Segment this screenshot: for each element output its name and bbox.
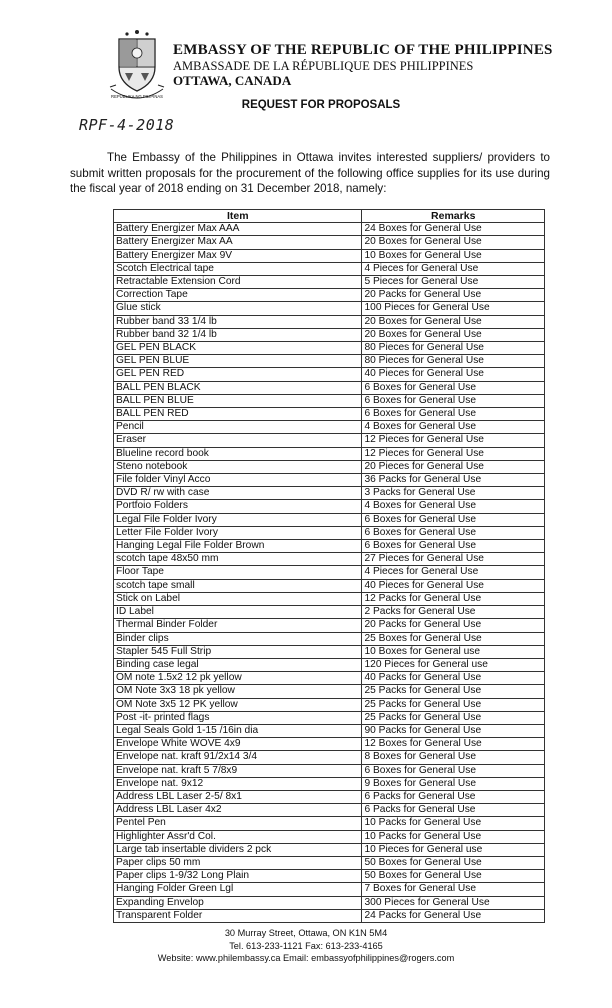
- remarks-cell: 100 Pieces for General Use: [362, 302, 545, 315]
- remarks-cell: 20 Packs for General Use: [362, 289, 545, 302]
- table-body: [114, 223, 545, 923]
- table-row: [114, 790, 545, 803]
- remarks-cell: 6 Boxes for General Use: [362, 394, 545, 407]
- item-cell: Hanging Folder Green Lgl: [114, 883, 362, 896]
- footer-website-email: Website: www.philembassy.ca Email: embassyofphilippines@rogers.com: [157, 953, 455, 963]
- item-cell: BALL PEN RED: [114, 408, 362, 421]
- remarks-cell: 300 Pieces for General Use: [362, 896, 545, 909]
- footer: [0, 927, 612, 965]
- table-row: [114, 276, 545, 289]
- item-cell: Steno notebook: [114, 460, 362, 473]
- remarks-cell: 120 Pieces for General use: [362, 658, 545, 671]
- table-row: [114, 474, 545, 487]
- item-cell: GEL PEN BLACK: [114, 342, 362, 355]
- item-cell: Address LBL Laser 4x2: [114, 804, 362, 817]
- remarks-cell: 4 Pieces for General Use: [362, 262, 545, 275]
- table-row: [114, 249, 545, 262]
- remarks-cell: 6 Packs for General Use: [362, 790, 545, 803]
- table-row: [114, 909, 545, 922]
- item-cell: Floor Tape: [114, 566, 362, 579]
- item-cell: Legal File Folder Ivory: [114, 513, 362, 526]
- remarks-cell: 40 Packs for General Use: [362, 672, 545, 685]
- remarks-cell: 10 Packs for General Use: [362, 817, 545, 830]
- table-row: [114, 566, 545, 579]
- item-cell: Hanging Legal File Folder Brown: [114, 540, 362, 553]
- table-row: [114, 764, 545, 777]
- remarks-cell: 12 Boxes for General Use: [362, 738, 545, 751]
- table-row: [114, 342, 545, 355]
- remarks-cell: 6 Boxes for General Use: [362, 513, 545, 526]
- item-cell: Large tab insertable dividers 2 pck: [114, 843, 362, 856]
- remarks-cell: 80 Pieces for General Use: [362, 342, 545, 355]
- table-row: [114, 408, 545, 421]
- item-cell: Pentel Pen: [114, 817, 362, 830]
- remarks-cell: 6 Boxes for General Use: [362, 381, 545, 394]
- item-cell: Rubber band 33 1/4 lb: [114, 315, 362, 328]
- footer-contact-phone: Tel. 613-233-1121 Fax: 613-233-4165: [229, 940, 383, 951]
- item-cell: Paper clips 1-9/32 Long Plain: [114, 870, 362, 883]
- table-row: [114, 526, 545, 539]
- item-cell: Envelope nat. kraft 5 7/8x9: [114, 764, 362, 777]
- item-cell: Envelope White WOVE 4x9: [114, 738, 362, 751]
- supplies-table: [113, 209, 545, 923]
- table-row: [114, 645, 545, 658]
- table-row: [114, 751, 545, 764]
- embassy-name-french: AMBASSADE DE LA RÉPUBLIQUE DES PHILIPPINES: [173, 59, 474, 73]
- remarks-cell: 24 Boxes for General Use: [362, 223, 545, 236]
- remarks-cell: 20 Pieces for General Use: [362, 460, 545, 473]
- item-cell: Stick on Label: [114, 592, 362, 605]
- remarks-cell: 10 Pieces for General use: [362, 843, 545, 856]
- item-cell: Envelope nat. 9x12: [114, 777, 362, 790]
- document-title: REQUEST FOR PROPOSALS: [241, 99, 401, 111]
- remarks-cell: 20 Boxes for General Use: [362, 328, 545, 341]
- item-cell: Thermal Binder Folder: [114, 619, 362, 632]
- remarks-cell: 4 Boxes for General Use: [362, 500, 545, 513]
- item-cell: OM Note 3x3 18 pk yellow: [114, 685, 362, 698]
- item-cell: Portfoio Folders: [114, 500, 362, 513]
- item-cell: Address LBL Laser 2-5/ 8x1: [114, 790, 362, 803]
- remarks-cell: 10 Boxes for General Use: [362, 249, 545, 262]
- remarks-cell: 20 Boxes for General Use: [362, 315, 545, 328]
- remarks-cell: 12 Pieces for General Use: [362, 447, 545, 460]
- remarks-cell: 24 Packs for General Use: [362, 909, 545, 922]
- table-row: [114, 434, 545, 447]
- embassy-seal-logo: [107, 27, 167, 103]
- handwritten-reference-number: RPF-4-2018: [79, 116, 175, 134]
- item-cell: Eraser: [114, 434, 362, 447]
- intro-text: The Embassy of the Philippines in Ottawa invites interested suppliers/ providers to submit written proposals for the procurement of the following office supplies for its use during the fiscal year of 2018 ending on 31 December 2018, namely:: [70, 151, 550, 195]
- remarks-cell: 27 Pieces for General Use: [362, 553, 545, 566]
- item-cell: Blueline record book: [114, 447, 362, 460]
- remarks-cell: 10 Boxes for General use: [362, 645, 545, 658]
- remarks-cell: 2 Packs for General Use: [362, 606, 545, 619]
- footer-address: 30 Murray Street, Ottawa, ON K1N 5M4: [224, 928, 388, 938]
- table-row: [114, 883, 545, 896]
- item-cell: Rubber band 32 1/4 lb: [114, 328, 362, 341]
- remarks-cell: 6 Boxes for General Use: [362, 526, 545, 539]
- remarks-cell: 40 Pieces for General Use: [362, 368, 545, 381]
- table-row: [114, 381, 545, 394]
- remarks-cell: 20 Packs for General Use: [362, 619, 545, 632]
- item-cell: GEL PEN RED: [114, 368, 362, 381]
- remarks-cell: 12 Packs for General Use: [362, 592, 545, 605]
- item-cell: Retractable Extension Cord: [114, 276, 362, 289]
- item-cell: OM note 1.5x2 12 pk yellow: [114, 672, 362, 685]
- table-row: [114, 262, 545, 275]
- remarks-cell: 6 Boxes for General Use: [362, 540, 545, 553]
- remarks-cell: 40 Pieces for General Use: [362, 579, 545, 592]
- table-row: [114, 896, 545, 909]
- remarks-cell: 50 Boxes for General Use: [362, 870, 545, 883]
- item-cell: Battery Energizer Max AA: [114, 236, 362, 249]
- table-row: [114, 579, 545, 592]
- item-cell: BALL PEN BLACK: [114, 381, 362, 394]
- remarks-cell: 12 Pieces for General Use: [362, 434, 545, 447]
- embassy-name-english: EMBASSY OF THE REPUBLIC OF THE PHILIPPINES: [173, 42, 553, 58]
- remarks-cell: 7 Boxes for General Use: [362, 883, 545, 896]
- embassy-location: OTTAWA, CANADA: [173, 73, 292, 88]
- item-cell: Transparent Folder: [114, 909, 362, 922]
- item-cell: Expanding Envelop: [114, 896, 362, 909]
- item-cell: Battery Energizer Max AAA: [114, 223, 362, 236]
- table-row: [114, 592, 545, 605]
- item-cell: OM Note 3x5 12 PK yellow: [114, 698, 362, 711]
- table-row: [114, 843, 545, 856]
- item-cell: Post -it- printed flags: [114, 711, 362, 724]
- item-cell: Binder clips: [114, 632, 362, 645]
- table-row: [114, 777, 545, 790]
- remarks-cell: 6 Packs for General Use: [362, 804, 545, 817]
- remarks-cell: 36 Packs for General Use: [362, 474, 545, 487]
- item-cell: Letter File Folder Ivory: [114, 526, 362, 539]
- table-row: [114, 421, 545, 434]
- item-cell: ID Label: [114, 606, 362, 619]
- remarks-cell: 3 Packs for General Use: [362, 487, 545, 500]
- remarks-cell: 5 Pieces for General Use: [362, 276, 545, 289]
- table-row: [114, 500, 545, 513]
- table-row: [114, 223, 545, 236]
- table-row: [114, 804, 545, 817]
- item-cell: Scotch Electrical tape: [114, 262, 362, 275]
- table-row: [114, 302, 545, 315]
- item-cell: Correction Tape: [114, 289, 362, 302]
- table-row: [114, 658, 545, 671]
- item-cell: Pencil: [114, 421, 362, 434]
- remarks-cell: 90 Packs for General Use: [362, 724, 545, 737]
- table-row: [114, 856, 545, 869]
- item-cell: Battery Energizer Max 9V: [114, 249, 362, 262]
- table-row: [114, 711, 545, 724]
- table-row: [114, 619, 545, 632]
- item-cell: scotch tape small: [114, 579, 362, 592]
- column-header-remarks: Remarks: [362, 210, 545, 223]
- item-cell: Highlighter Assr'd Col.: [114, 830, 362, 843]
- table-row: [114, 289, 545, 302]
- item-cell: Paper clips 50 mm: [114, 856, 362, 869]
- table-row: [114, 315, 545, 328]
- remarks-cell: 4 Pieces for General Use: [362, 566, 545, 579]
- table-row: [114, 606, 545, 619]
- column-header-item: Item: [114, 210, 362, 223]
- table-row: [114, 460, 545, 473]
- table-row: [114, 738, 545, 751]
- remarks-cell: 20 Boxes for General Use: [362, 236, 545, 249]
- remarks-cell: 25 Packs for General Use: [362, 698, 545, 711]
- table-row: [114, 513, 545, 526]
- remarks-cell: 6 Boxes for General Use: [362, 408, 545, 421]
- table-row: [114, 236, 545, 249]
- remarks-cell: 80 Pieces for General Use: [362, 355, 545, 368]
- table-row: [114, 355, 545, 368]
- remarks-cell: 50 Boxes for General Use: [362, 856, 545, 869]
- remarks-cell: 9 Boxes for General Use: [362, 777, 545, 790]
- table-row: [114, 540, 545, 553]
- item-cell: Binding case legal: [114, 658, 362, 671]
- remarks-cell: 25 Boxes for General Use: [362, 632, 545, 645]
- item-cell: Envelope nat. kraft 91/2x14 3/4: [114, 751, 362, 764]
- remarks-cell: 10 Packs for General Use: [362, 830, 545, 843]
- item-cell: DVD R/ rw with case: [114, 487, 362, 500]
- item-cell: GEL PEN BLUE: [114, 355, 362, 368]
- item-cell: BALL PEN BLUE: [114, 394, 362, 407]
- table-row: [114, 830, 545, 843]
- table-row: [114, 368, 545, 381]
- table-row: [114, 672, 545, 685]
- remarks-cell: 4 Boxes for General Use: [362, 421, 545, 434]
- table-row: [114, 487, 545, 500]
- item-cell: File folder Vinyl Acco: [114, 474, 362, 487]
- remarks-cell: 25 Packs for General Use: [362, 685, 545, 698]
- table-row: [114, 394, 545, 407]
- remarks-cell: 6 Boxes for General Use: [362, 764, 545, 777]
- table-row: [114, 870, 545, 883]
- table-row: [114, 632, 545, 645]
- table-row: [114, 698, 545, 711]
- table-row: [114, 553, 545, 566]
- remarks-cell: 8 Boxes for General Use: [362, 751, 545, 764]
- item-cell: Glue stick: [114, 302, 362, 315]
- table-row: [114, 817, 545, 830]
- table-row: [114, 685, 545, 698]
- table-row: [114, 328, 545, 341]
- item-cell: Stapler 545 Full Strip: [114, 645, 362, 658]
- remarks-cell: 25 Packs for General Use: [362, 711, 545, 724]
- table-row: [114, 724, 545, 737]
- table-header-row: [114, 210, 545, 223]
- intro-paragraph: [70, 150, 550, 197]
- item-cell: scotch tape 48x50 mm: [114, 553, 362, 566]
- item-cell: Legal Seals Gold 1-15 /16in dia: [114, 724, 362, 737]
- seal-ribbon-text: REPUBLIKA NG PILIPINAS: [111, 94, 163, 99]
- table-row: [114, 447, 545, 460]
